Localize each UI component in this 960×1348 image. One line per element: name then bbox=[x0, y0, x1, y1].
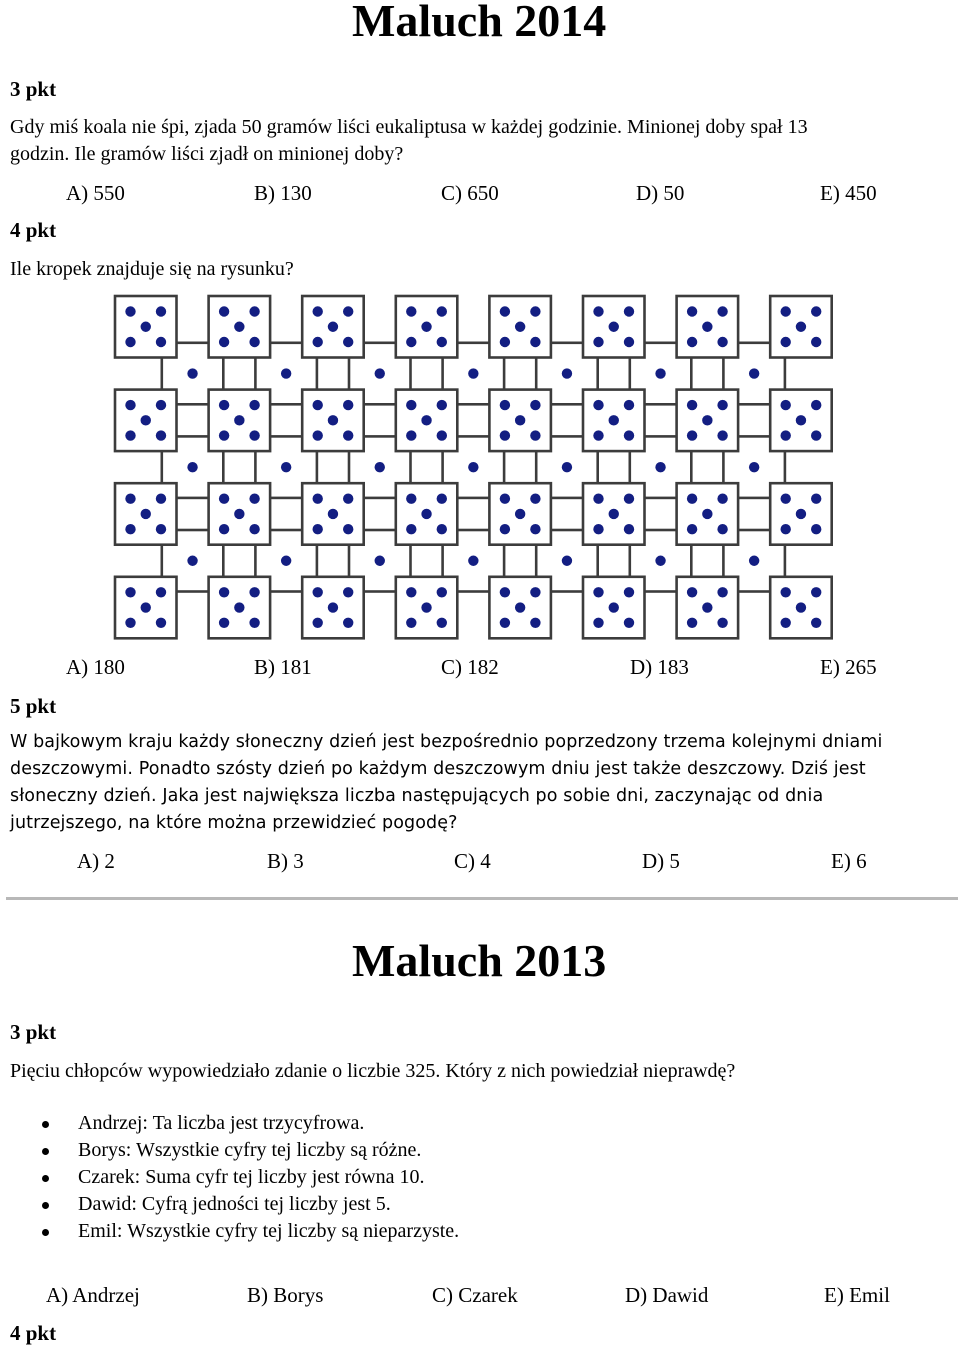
answer-c-2013-q1[interactable]: C) Czarek bbox=[432, 1283, 518, 1307]
answer-c-q1[interactable]: C) 650 bbox=[441, 181, 499, 205]
answer-d-q3[interactable]: D) 5 bbox=[642, 849, 680, 873]
dot bbox=[530, 400, 540, 410]
dot bbox=[219, 337, 229, 347]
dot bbox=[313, 337, 323, 347]
dot bbox=[156, 306, 166, 316]
dot bbox=[593, 400, 603, 410]
dot bbox=[717, 400, 727, 410]
answer-e-q1[interactable]: E) 450 bbox=[820, 181, 877, 205]
dot bbox=[313, 587, 323, 597]
dot bbox=[313, 494, 323, 504]
dot bbox=[187, 368, 197, 378]
dot bbox=[406, 306, 416, 316]
dot bbox=[234, 509, 244, 519]
dot bbox=[141, 322, 151, 332]
dot bbox=[437, 494, 447, 504]
dot bbox=[717, 524, 727, 534]
dot bbox=[781, 587, 791, 597]
dot bbox=[530, 337, 540, 347]
dot bbox=[468, 556, 478, 566]
dot bbox=[624, 587, 634, 597]
dot bbox=[281, 462, 291, 472]
dot bbox=[781, 337, 791, 347]
dot bbox=[406, 494, 416, 504]
dot bbox=[796, 602, 806, 612]
dot bbox=[125, 587, 135, 597]
dot bbox=[249, 524, 259, 534]
dot bbox=[328, 509, 338, 519]
dot bbox=[500, 430, 510, 440]
dot bbox=[219, 587, 229, 597]
dot bbox=[406, 618, 416, 628]
dot bbox=[313, 400, 323, 410]
question-text-q1-line1: Gdy miś koala nie śpi, zjada 50 gramów liści eukaliptusa w każdej godzinie. Minionej doby spał 13 bbox=[10, 116, 808, 138]
question-text-q3-line3: słoneczny dzień. Jaka jest największa liczba następujących po sobie dni, zaczynając od dnia bbox=[10, 786, 824, 806]
answer-c-q2[interactable]: C) 182 bbox=[441, 655, 499, 679]
dot bbox=[593, 337, 603, 347]
dot bbox=[437, 618, 447, 628]
dot bbox=[500, 494, 510, 504]
dot bbox=[530, 587, 540, 597]
answer-e-2013-q1[interactable]: E) Emil bbox=[824, 1283, 890, 1307]
answer-d-2013-q1[interactable]: D) Dawid bbox=[625, 1283, 709, 1307]
dot bbox=[156, 430, 166, 440]
answer-b-q1[interactable]: B) 130 bbox=[254, 181, 312, 205]
dot bbox=[811, 587, 821, 597]
dot bbox=[281, 556, 291, 566]
dot bbox=[515, 322, 525, 332]
dot bbox=[343, 618, 353, 628]
answer-c-q3[interactable]: C) 4 bbox=[454, 849, 491, 873]
dot bbox=[781, 306, 791, 316]
dot bbox=[702, 322, 712, 332]
dot bbox=[717, 430, 727, 440]
dot bbox=[313, 306, 323, 316]
dot bbox=[234, 602, 244, 612]
dot bbox=[156, 494, 166, 504]
dot bbox=[530, 618, 540, 628]
dot bbox=[624, 618, 634, 628]
dot bbox=[468, 368, 478, 378]
dot bbox=[313, 618, 323, 628]
dot bbox=[781, 400, 791, 410]
section-divider bbox=[6, 897, 958, 900]
answer-a-2013-q1[interactable]: A) Andrzej bbox=[46, 1283, 140, 1307]
dot bbox=[141, 415, 151, 425]
dot bbox=[609, 322, 619, 332]
question-text-q3-line2: deszczowymi. Ponadto szósty dzień po każdym deszczowym dniu jest także deszczowy. Dziś jest bbox=[10, 759, 866, 779]
points-label-2013-q1: 3 pkt bbox=[10, 1020, 57, 1044]
dot bbox=[624, 524, 634, 534]
dot bbox=[796, 415, 806, 425]
answer-d-q1[interactable]: D) 50 bbox=[636, 181, 685, 205]
dot bbox=[141, 602, 151, 612]
dot bbox=[796, 322, 806, 332]
dot bbox=[749, 462, 759, 472]
dot bbox=[421, 602, 431, 612]
dot bbox=[343, 587, 353, 597]
dot bbox=[609, 509, 619, 519]
dot bbox=[781, 494, 791, 504]
dot bbox=[437, 587, 447, 597]
dot bbox=[125, 430, 135, 440]
dot bbox=[406, 400, 416, 410]
dot bbox=[125, 306, 135, 316]
dot bbox=[717, 618, 727, 628]
dot bbox=[717, 587, 727, 597]
dot bbox=[781, 618, 791, 628]
dot bbox=[687, 524, 697, 534]
dot bbox=[515, 602, 525, 612]
dot bbox=[219, 618, 229, 628]
dot bbox=[500, 400, 510, 410]
dot bbox=[593, 306, 603, 316]
dot bbox=[687, 494, 697, 504]
page-title-2013: Maluch 2013 bbox=[352, 935, 607, 986]
answer-a-q1[interactable]: A) 550 bbox=[66, 181, 125, 205]
dot bbox=[437, 306, 447, 316]
dot bbox=[530, 524, 540, 534]
dot bbox=[125, 494, 135, 504]
dot bbox=[811, 337, 821, 347]
list-item: Czarek: Suma cyfr tej liczby jest równa 10. bbox=[30, 1164, 459, 1191]
answer-e-q2[interactable]: E) 265 bbox=[820, 655, 877, 679]
dot bbox=[624, 337, 634, 347]
points-label-q1: 3 pkt bbox=[10, 77, 57, 101]
dot bbox=[125, 618, 135, 628]
dot bbox=[811, 306, 821, 316]
dice-figure bbox=[0, 0, 960, 650]
dot bbox=[437, 337, 447, 347]
dot bbox=[281, 368, 291, 378]
dot bbox=[655, 556, 665, 566]
dot bbox=[781, 430, 791, 440]
dot bbox=[234, 322, 244, 332]
dot bbox=[515, 415, 525, 425]
dot bbox=[655, 368, 665, 378]
dot bbox=[702, 415, 712, 425]
dot bbox=[624, 494, 634, 504]
answer-a-q3[interactable]: A) 2 bbox=[77, 849, 115, 873]
dot bbox=[624, 400, 634, 410]
dot bbox=[328, 415, 338, 425]
dot bbox=[500, 306, 510, 316]
dot bbox=[717, 494, 727, 504]
dot bbox=[328, 602, 338, 612]
dot bbox=[500, 337, 510, 347]
dot bbox=[421, 322, 431, 332]
dot bbox=[437, 400, 447, 410]
dot bbox=[343, 306, 353, 316]
dot bbox=[562, 462, 572, 472]
list-item: Borys: Wszystkie cyfry tej liczby są różne. bbox=[30, 1137, 459, 1164]
dot bbox=[687, 587, 697, 597]
dot bbox=[375, 556, 385, 566]
dot bbox=[313, 430, 323, 440]
dot bbox=[593, 430, 603, 440]
dot bbox=[156, 524, 166, 534]
dot bbox=[687, 337, 697, 347]
dot bbox=[375, 368, 385, 378]
dot bbox=[328, 322, 338, 332]
dot bbox=[687, 618, 697, 628]
dot bbox=[500, 618, 510, 628]
dot bbox=[219, 524, 229, 534]
points-label-2013-q2: 4 pkt bbox=[10, 1321, 57, 1345]
dot bbox=[406, 430, 416, 440]
dot bbox=[811, 618, 821, 628]
answer-e-q3[interactable]: E) 6 bbox=[831, 849, 867, 873]
dot bbox=[187, 556, 197, 566]
dot bbox=[717, 306, 727, 316]
dot bbox=[219, 430, 229, 440]
dot bbox=[141, 509, 151, 519]
dot bbox=[421, 415, 431, 425]
dot bbox=[249, 306, 259, 316]
dot bbox=[219, 494, 229, 504]
dot bbox=[125, 400, 135, 410]
dot bbox=[593, 587, 603, 597]
dot bbox=[249, 587, 259, 597]
dot bbox=[500, 524, 510, 534]
dot bbox=[156, 618, 166, 628]
dot bbox=[156, 400, 166, 410]
dot bbox=[125, 337, 135, 347]
list-item: Emil: Wszystkie cyfry tej liczby są nieparzyste. bbox=[30, 1218, 459, 1245]
dot bbox=[500, 587, 510, 597]
dot bbox=[717, 337, 727, 347]
question-text-2013-q1: Pięciu chłopców wypowiedziało zdanie o liczbie 325. Który z nich powiedział nieprawdę? bbox=[10, 1060, 736, 1082]
dot bbox=[156, 587, 166, 597]
dot bbox=[749, 556, 759, 566]
dot bbox=[562, 556, 572, 566]
dot bbox=[811, 400, 821, 410]
dot bbox=[249, 494, 259, 504]
dot bbox=[811, 494, 821, 504]
dot bbox=[811, 430, 821, 440]
dot bbox=[156, 337, 166, 347]
dot bbox=[249, 400, 259, 410]
question-text-q2: Ile kropek znajduje się na rysunku? bbox=[10, 258, 294, 280]
question-text-q3-line4: jutrzejszego, na które można przewidzieć pogodę? bbox=[10, 813, 458, 833]
dot bbox=[811, 524, 821, 534]
dot bbox=[249, 430, 259, 440]
question-text-q1-line2: godzin. Ile gramów liści zjadł on minionej doby? bbox=[10, 143, 404, 165]
dot bbox=[609, 602, 619, 612]
dot bbox=[343, 430, 353, 440]
answer-a-q2[interactable]: A) 180 bbox=[66, 655, 125, 679]
answer-b-2013-q1[interactable]: B) Borys bbox=[247, 1283, 324, 1307]
dot bbox=[219, 306, 229, 316]
dot bbox=[781, 524, 791, 534]
dot bbox=[530, 494, 540, 504]
dot bbox=[249, 337, 259, 347]
dot bbox=[749, 368, 759, 378]
dot bbox=[702, 602, 712, 612]
dot bbox=[406, 587, 416, 597]
dot bbox=[655, 462, 665, 472]
dot bbox=[437, 524, 447, 534]
dot bbox=[343, 337, 353, 347]
dot bbox=[609, 415, 619, 425]
dot bbox=[515, 509, 525, 519]
dot bbox=[125, 524, 135, 534]
dot bbox=[530, 306, 540, 316]
question-text-q3-line1: W bajkowym kraju każdy słoneczny dzień jest bezpośrednio poprzedzony trzema kolejnymi dniami bbox=[10, 732, 883, 752]
dot bbox=[421, 509, 431, 519]
dot bbox=[624, 306, 634, 316]
dot bbox=[219, 400, 229, 410]
dot bbox=[375, 462, 385, 472]
points-label-q2: 4 pkt bbox=[10, 218, 57, 242]
statement-list bbox=[30, 1110, 459, 1245]
dot bbox=[687, 400, 697, 410]
answer-b-q3[interactable]: B) 3 bbox=[267, 849, 304, 873]
dot bbox=[234, 415, 244, 425]
dot bbox=[343, 494, 353, 504]
dot bbox=[687, 306, 697, 316]
dot bbox=[687, 430, 697, 440]
list-item: Andrzej: Ta liczba jest trzycyfrowa. bbox=[30, 1110, 459, 1137]
dot bbox=[406, 524, 416, 534]
dot bbox=[468, 462, 478, 472]
answer-b-q2[interactable]: B) 181 bbox=[254, 655, 312, 679]
dot bbox=[796, 509, 806, 519]
list-item: Dawid: Cyfrą jedności tej liczby jest 5. bbox=[30, 1191, 459, 1218]
dot bbox=[437, 430, 447, 440]
dot bbox=[702, 509, 712, 519]
points-label-q3: 5 pkt bbox=[10, 694, 57, 718]
dot bbox=[343, 524, 353, 534]
dot bbox=[593, 524, 603, 534]
dot bbox=[406, 337, 416, 347]
dot bbox=[530, 430, 540, 440]
dot bbox=[593, 618, 603, 628]
answer-d-q2[interactable]: D) 183 bbox=[630, 655, 689, 679]
dot bbox=[562, 368, 572, 378]
page-title-2014: Maluch 2014 bbox=[352, 0, 607, 46]
dot bbox=[593, 494, 603, 504]
dot bbox=[313, 524, 323, 534]
dot bbox=[624, 430, 634, 440]
dot bbox=[249, 618, 259, 628]
dot bbox=[187, 462, 197, 472]
dot bbox=[343, 400, 353, 410]
